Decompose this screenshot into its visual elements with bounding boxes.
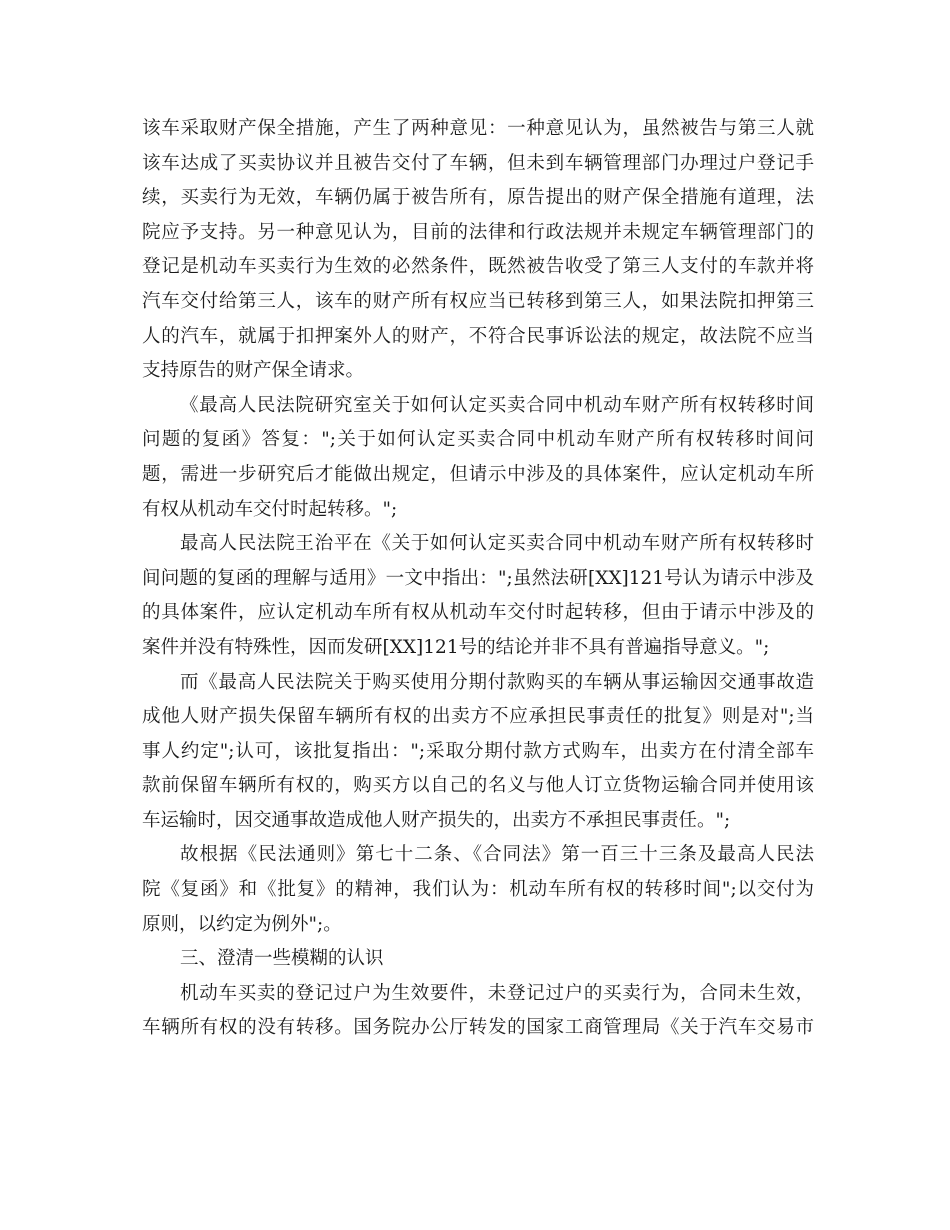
text-line: 该车达成了买卖协议并且被告交付了车辆，但未到车辆管理部门办理过户登记手 <box>142 152 814 174</box>
document-body <box>142 112 814 1046</box>
text-line: 事人约定";认可，该批复指出：";采取分期付款方式购车，出卖方在付清全部车 <box>142 740 814 762</box>
text-line: 成他人财产损失保留车辆所有权的出卖方不应承担民事责任的批复》则是对";当 <box>142 706 814 728</box>
text-line: 车辆所有权的没有转移。国务院办公厅转发的国家工商管理局《关于汽车交易市 <box>142 1017 814 1039</box>
text-line: 车运输时，因交通事故造成他人财产损失的，出卖方不承担民事责任。"; <box>142 809 731 831</box>
text-line: 故根据《民法通则》第七十二条、《合同法》第一百三十三条及最高人民法 <box>180 844 814 866</box>
paragraph-5 <box>142 838 814 942</box>
paragraph-1 <box>142 112 814 389</box>
text-line: 题，需进一步研究后才能做出规定，但请示中涉及的具体案件，应认定机动车所 <box>142 463 814 485</box>
text-line: 间问题的复函的理解与适用》一文中指出：";虽然法研[XX]121号认为请示中涉及 <box>142 567 814 589</box>
paragraph-2 <box>142 389 814 527</box>
text-line: 问题的复函》答复：";关于如何认定买卖合同中机动车财产所有权转移时间问 <box>142 429 814 451</box>
paragraph-4 <box>142 666 814 839</box>
text-line: 最高人民法院王治平在《关于如何认定买卖合同中机动车财产所有权转移时 <box>180 533 814 555</box>
section-heading <box>142 942 814 977</box>
text-line: 院应予支持。另一种意见认为，目前的法律和行政法规并未规定车辆管理部门的 <box>142 221 814 243</box>
paragraph-3 <box>142 527 814 665</box>
text-line: 而《最高人民法院关于购买使用分期付款购买的车辆从事运输因交通事故造 <box>180 671 814 693</box>
text-line: 该车采取财产保全措施，产生了两种意见：一种意见认为，虽然被告与第三人就 <box>142 118 814 139</box>
text-line: 原则，以约定为例外";。 <box>142 913 342 935</box>
text-line: 登记是机动车买卖行为生效的必然条件，既然被告收受了第三人支付的车款并将 <box>142 256 814 278</box>
paragraph-6 <box>142 977 814 1046</box>
text-line: 机动车买卖的登记过户为生效要件，未登记过户的买卖行为，合同未生效， <box>180 982 814 1004</box>
text-line: 案件并没有特殊性，因而发研[XX]121号的结论并非不具有普遍指导意义。"; <box>142 636 770 658</box>
text-line: 续，买卖行为无效，车辆仍属于被告所有，原告提出的财产保全措施有道理，法 <box>142 187 814 209</box>
text-line: 的具体案件，应认定机动车所有权从机动车交付时起转移，但由于请示中涉及的 <box>142 602 814 624</box>
text-line: 汽车交付给第三人，该车的财产所有权应当已转移到第三人，如果法院扣押第三 <box>142 290 814 312</box>
text-line: 人的汽车，就属于扣押案外人的财产，不符合民事诉讼法的规定，故法院不应当 <box>142 325 814 347</box>
text-line: 款前保留车辆所有权的，购买方以自己的名义与他人订立货物运输合同并使用该 <box>142 775 814 797</box>
text-line: 有权从机动车交付时起转移。"; <box>142 498 398 520</box>
text-line: 院《复函》和《批复》的精神，我们认为：机动车所有权的转移时间";以交付为 <box>142 879 814 901</box>
text-line: 《最高人民法院研究室关于如何认定买卖合同中机动车财产所有权转移时间 <box>180 394 814 416</box>
text-line: 三、澄清一些模糊的认识 <box>180 948 384 970</box>
text-line: 支持原告的财产保全请求。 <box>142 360 365 382</box>
